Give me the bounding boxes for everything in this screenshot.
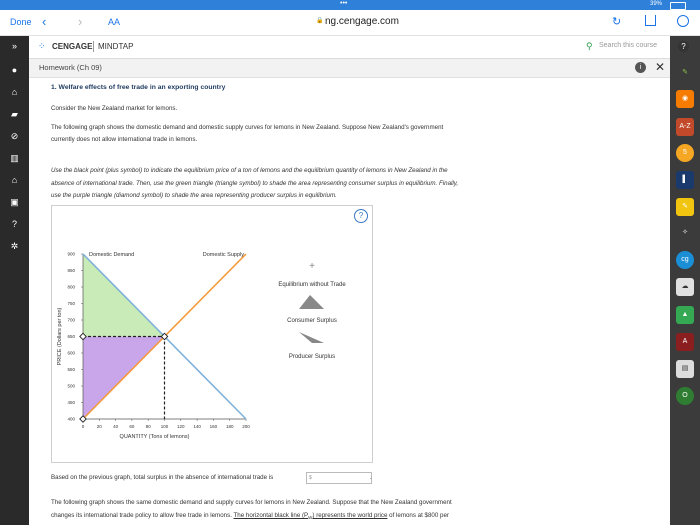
status-bar (0, 0, 700, 10)
graduation-icon[interactable]: ⌂ (11, 175, 18, 185)
y-tick-label: 550 (67, 367, 75, 372)
question-intro: Consider the New Zealand market for lemons. (51, 105, 178, 112)
cengage-logo-icon: ⁘ (38, 41, 46, 51)
battery-percent: 39% (650, 1, 663, 7)
briefcase-icon[interactable]: ▣ (10, 197, 19, 207)
y-tick-label: 850 (67, 268, 75, 273)
info-icon[interactable]: i (635, 62, 646, 73)
period: . (370, 474, 372, 481)
home-icon[interactable]: ⌂ (11, 87, 18, 97)
consumer-surplus-tool[interactable] (287, 295, 337, 324)
question-paragraph-line: The following graph shows the domestic demand and domestic supply curves for lemons in New Zealand. Suppose New Zealand's government (51, 124, 444, 131)
product-name: MINDTAP (98, 42, 134, 51)
doc-icon[interactable]: ▤ (676, 360, 694, 378)
breadcrumb (29, 59, 670, 78)
x-tick-label: 80 (145, 424, 151, 429)
plus-tool-icon[interactable]: + (309, 261, 315, 272)
y-tick-label: 900 (67, 251, 75, 257)
instruction-line: Use the black point (plus symbol) to indicate the equilibrium price of a ton of lemons and the equilibrium quantity of lemons in New Zealand in the (51, 167, 448, 174)
lock-icon: 🔒 (316, 18, 324, 24)
x-tick-label: 120 (177, 424, 185, 429)
rss-icon[interactable]: ◉ (676, 90, 694, 108)
text-size-button[interactable]: AA (108, 17, 121, 27)
y-tick-label: 400 (67, 416, 75, 422)
compass-icon[interactable]: ⊘ (10, 131, 19, 141)
equilibrium-label: Equilibrium without Trade (278, 282, 346, 288)
cengage-icon[interactable]: cg (676, 251, 694, 269)
graph-help-button[interactable]: ? (354, 209, 368, 223)
user-icon[interactable]: ● (11, 65, 18, 75)
brand-divider (93, 41, 94, 52)
pdf-icon[interactable]: A (676, 333, 694, 351)
brand-name: CENGAGE (52, 42, 93, 51)
y-tick-label: 750 (67, 301, 75, 306)
question-paragraph-line: currently does not allow international trade in lemons. (51, 136, 198, 143)
compass-icon[interactable] (677, 15, 689, 27)
left-rail (0, 36, 29, 525)
circle-icon[interactable]: O (676, 387, 694, 405)
trade-policy-text: changes its international trade policy to allow free trade in lemons. (51, 512, 232, 519)
x-tick-label: 20 (96, 424, 102, 429)
search-input[interactable]: Search this course (599, 42, 657, 49)
y-tick-label: 800 (67, 284, 75, 290)
y-tick-label: 450 (67, 400, 75, 405)
drive-icon[interactable]: ▲ (676, 306, 694, 324)
x-tick-label: 40 (113, 424, 119, 429)
reader-icon[interactable]: ▥ (10, 153, 19, 163)
question-title: 1. Welfare effects of free trade in an exporting country (51, 84, 226, 91)
world-price-rest: of lemons at $800 per (387, 512, 449, 519)
more-dots-icon: ••• (340, 0, 348, 7)
app-icon[interactable]: 5 (676, 144, 694, 162)
battery-icon (670, 2, 686, 10)
y-tick-label: 650 (67, 334, 75, 339)
demand-label: Domestic Demand (89, 252, 135, 258)
question-paragraph-line: The following graph shows the same domestic demand and supply curves for lemons in New Zealand. Suppose that the New Zealand government (51, 499, 452, 506)
graph-panel (51, 205, 373, 463)
tools-icon[interactable]: ✧ (682, 229, 688, 236)
notebook-icon[interactable]: ▌ (676, 171, 694, 189)
forward-icon[interactable]: › (78, 14, 83, 29)
browser-bar (0, 10, 700, 36)
supply-label: Domestic Supply (202, 252, 244, 258)
y-tick-label: 600 (67, 350, 75, 356)
x-tick-label: 60 (129, 424, 135, 429)
equilibrium-tool[interactable] (278, 261, 346, 288)
y-axis-label: PRICE (Dollars per ton) (57, 307, 63, 366)
right-rail (670, 36, 700, 525)
supply-demand-chart[interactable] (52, 206, 372, 462)
world-price-text: The horizontal black line $(P_W)$ represents the world price (233, 512, 388, 521)
total-surplus-label: Based on the previous graph, total surplus in the absence of international trade is (51, 474, 274, 481)
total-surplus-input[interactable]: $ (306, 472, 372, 484)
x-tick-label: 160 (209, 424, 218, 429)
instruction-line: absence of international trade. Then, use the green triangle (triangle symbol) to shade the area representing consumer surplus in equilibrium. Finally, (51, 180, 459, 187)
notes-icon[interactable]: ✎ (676, 198, 694, 216)
y-tick-label: 700 (67, 317, 75, 323)
x-tick-label: 180 (225, 424, 234, 429)
url-field[interactable]: ng.cengage.com (325, 16, 399, 27)
instruction-line: use the purple triangle (diamond symbol) to shade the area representing producer surplus in equilibrium. (51, 192, 337, 199)
x-tick-label: 0 (81, 424, 85, 429)
producer-surplus-tool[interactable] (289, 332, 335, 360)
triangle-tool-icon[interactable] (299, 295, 324, 309)
dictionary-icon[interactable]: A-Z (676, 118, 694, 136)
y-tick-label: 500 (67, 383, 75, 389)
x-axis-label: QUANTITY (Tons of lemons) (119, 434, 190, 440)
x-tick-label: 200 (242, 424, 250, 429)
question-paragraph-line (51, 510, 449, 524)
pencil-icon[interactable]: ✎ (682, 69, 688, 76)
done-button[interactable]: Done (10, 17, 32, 27)
settings-icon[interactable]: ✲ (10, 241, 19, 251)
expand-icon[interactable]: » (11, 41, 17, 51)
cloud-icon[interactable]: ☁ (676, 278, 694, 296)
book-icon[interactable]: ▰ (11, 109, 18, 119)
page-title: Homework (Ch 09) (39, 63, 102, 72)
reload-icon[interactable]: ↻ (612, 16, 622, 28)
app-header (29, 36, 686, 59)
help-icon[interactable]: ? (11, 219, 17, 229)
x-tick-label: 140 (193, 424, 201, 429)
x-tick-label: 100 (160, 424, 169, 429)
back-icon[interactable]: ‹ (42, 14, 47, 29)
close-icon[interactable]: ✕ (655, 60, 666, 74)
producer-surplus-label: Producer Surplus (288, 354, 336, 360)
diamond-tool-icon[interactable] (299, 332, 324, 343)
consumer-surplus-label: Consumer Surplus (287, 318, 337, 324)
share-icon[interactable] (645, 15, 656, 26)
help-button[interactable]: ? (678, 41, 689, 52)
search-icon[interactable]: ⚲ (586, 41, 593, 51)
